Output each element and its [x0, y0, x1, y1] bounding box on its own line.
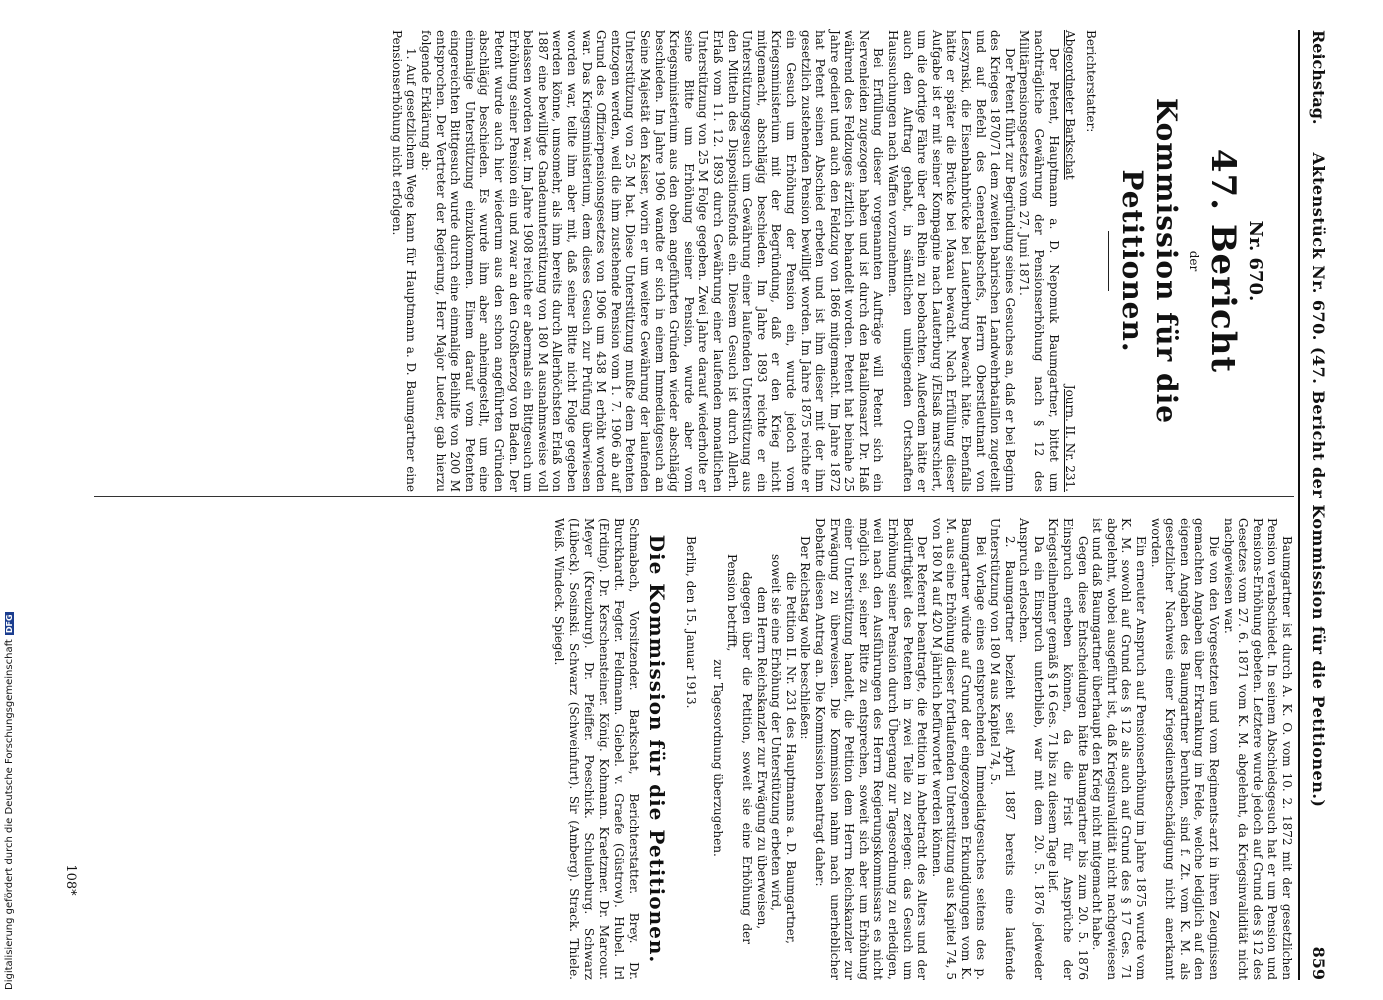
running-head-left: Reichstag. [1309, 30, 1328, 125]
paragraph: Der Referent beantragte, die Petition in Anbetracht des Alters und der Bedürftigkeit des Petenten in zwei Teile zu zerlegen: das Gesuch um Erhöhung seiner Pension durch Übergang zur Tagesordnung zu erledigen, weil nach den Ausführungen des Herrn Regierungskommissars es nicht möglich sei, seiner Bitte zu entsprechen, soweit sich aber um Erhöhung einer Unterstützung handelt, die Petition dem Herrn Reichskanzler zur Erwägung zu überweisen. Die Kommission nahm nach unerheblicher Debatte diesen Antrag an. Die Kommission beantragt daher: [813, 518, 930, 980]
header-rule [1298, 30, 1300, 980]
column-divider [94, 496, 1294, 497]
motion-intro: Der Reichstag wolle beschließen: [798, 536, 813, 740]
commission-signature-title: Die Kommission für die Petitionen. [644, 534, 669, 964]
motion-text-2: dem Herrn Reichskanzler zur Erwägung zu überweisen, [754, 586, 769, 930]
paragraph: Der Petent führt zur Begründung seines Gesuches an, daß er bei Beginn des Krieges 1870/71 dem zweiten bahrischen Landwehrbataillon zugeteilt und auf Befehl des Generalstabschefs, Herrn Oberstleutnant von Leszynski, die Eisenbahnbrücke bei Lauterburg bewacht hätte. Ebenfalls hätte er später die Brücke bei Maxau bewacht. Nach Erfüllung dieser Aufgabe ist er mit seiner Kompagnie nach Lauterburg i/Elsaß marschiert, um die dortige Fähre über den Rhein zu beobachten. Außerdem hätte er auch den Auftrag gehabt, in sämtlichen umliegenden Ortschaften Haussuchungen nach Waffen vorzunehmen. [886, 30, 1017, 492]
running-head-center: Aktenstück Nr. 670. (47. Bericht der Kommission für die Petitionen.) [1309, 152, 1328, 808]
paragraph: Ein erneuter Anspruch auf Pensionserhöhung im Jahre 1875 wurde vom K. M. sowohl auf Grund des § 12 als auch auf Grund des § 17 Ges. 71 abgelehnt, wobei ausgeführt ist, daß Kriegsinvalidität nicht nachgewiesen ist und daß Baumgartner überhaupt den Krieg nicht mitgemacht habe. [1090, 518, 1149, 980]
digitization-note [4, 590, 24, 990]
motion-text-1: die Petition II. Nr. 231 des Hauptmanns a. D. Baumgartner, soweit sie eine Erhöhung der Unterstützung erbeten wird, [769, 554, 798, 944]
report-subtitle: Kommission für die Petitionen. [1115, 97, 1183, 425]
paragraph: Gegen diese Entscheidungen hätte Baumgartner bis zum 20. 5. 1876 Einspruch erheben können, da die Frist für Ansprüche der Kriegsteilnehmer gemäß § 16 Ges. 71 bis zu diesem Tage lief. [1046, 518, 1090, 980]
paragraph: Baumgartner ist durch A. K. O. vom 10. 2. 1872 mit der gesetzlichen Pension verabschiedet. In seinem Abschiedsgesuch hat er um Pension und Pensions-Erhöhung gebeten. Letztere wurde jedoch auf Grund des § 12 des Gesetzes vom 27. 6. 1871 vom K. M. abgelehnt, da Kriegsinvalidität nicht nachgewiesen war. [1221, 518, 1294, 980]
reporter-row [1063, 30, 1078, 492]
paragraph: 2. Baumgartner bezieht seit April 1887 bereits eine laufende Unterstützung von 180 M aus Kapitel 74, 5. [988, 518, 1017, 980]
running-head [1304, 30, 1328, 980]
paragraph: Die von den Vorgesetzten und vom Regiments-arzt in ihren Zeugnissen gemachten Angaben über Erkrankung im Felde, welche lediglich auf den eigenen Angaben des Baumgartner beruhten, sind f. Zt. vom K. M. als gesetzlicher Nachweis einer Kriegsdienstbeschädigung nicht anerkannt worden. [1148, 518, 1222, 980]
left-column [94, 30, 1294, 492]
place-date: Berlin, den 15. Januar 1913. [684, 536, 699, 709]
page-number: 859 [1309, 946, 1328, 980]
paragraph: 1. Auf gesetzlichem Wege kann für Hauptmann a. D. Baumgartner eine Pensionserhöhung nicht erfolgen. [389, 30, 419, 492]
paragraph: Da ein Einspruch unterblieb, war mit dem 20. 5. 1876 jedweder Anspruch erloschen. [1017, 518, 1046, 980]
title-rule [1108, 231, 1109, 291]
reporter-label: Berichterstatter: [1083, 30, 1098, 133]
report-title: 47. Bericht [1203, 148, 1244, 374]
paragraph: Bei Vorlage eines entsprechenden Immediatgesuches seitens des p. Baumgartner würde auf Grund der eingezogenen Erkundigungen vom K. M. aus eine Erhöhung dieser fortlaufenden Unterstützung aus Kapitel 74, 5 von 180 M auf 420 M jährlich befürwortet werden können. [929, 518, 988, 980]
reporter-name: Abgeordneter Barkschat [1063, 30, 1078, 180]
document-number: Nr. 670. [1245, 220, 1266, 302]
motion-text-3: dagegen über die Petition, soweit sie eine Erhöhung der Pension betrifft, [725, 554, 755, 944]
report-der: der [1187, 250, 1202, 272]
dfg-logo: DFG [5, 614, 14, 634]
rotated-page-content [40, 0, 1340, 1000]
commission-members: Schmabach, Vorsitzender. Barkschat, Berichterstatter. Brey. Dr. Burckhardt. Fegter. Feldmann. Giebel. v. Graefe (Güstrow). Hubel. Irl (Erding). Dr. Kerschensteiner. König. Kohmann. Kraetzmer. Dr. Marcour. Meyer (Kreuzburg). Dr. Pfeiffer. Poeschick. Schulenburg. Schwarz (Lübeck). Sosinski. Schwarz (Schweinfurt). Sir (Amberg). Strack. Thiele. Weiß. Windeck. Spiegel. [552, 518, 642, 980]
paragraph: Bei Erfüllung dieser vorgenannten Aufträge will Petent sich ein Nervenleiden zugezogen haben und ist durch den Bataillonsarzt Dr. Haß während des Feldzuges ärztlich behandelt worden. Petent hat beinahe 25 Jahre gedient und auch den Feldzug von 1866 mitgemacht. Im Jahre 1872 hat Petent seinen Abschied erbeten und ist ihm dieser mit der ihm gesetzlich zustehenden Pension bewilligt worden. Im Jahre 1875 reichte er ein Gesuch um Erhöhung der Pension ein, wurde jedoch vom Kriegsministerium mit der Begründung, daß er den Krieg nicht mitgemacht, abschlägig beschieden. Im Jahre 1893 reichte er ein Unterstützungsgesuch um Gewährung einer laufenden Unterstützung aus den Mitteln des Dispositionsfonds ein. Diesem Gesuch ist durch Allerh. Erlaß vom 11. 12. 1893 durch Gewährung einer laufenden monatlichen Unterstützung von 25 M Folge gegeben. Zwei Jahre darauf wiederholte er seine Bitte um Erhöhung seiner Pension, wurde aber vom Kriegsministerium aus den oben angeführten Gründen wieder abschlägig beschieden. Im Jahre 1906 wandte er sich in einem Immediatgesuch an Seine Majestät den Kaiser, worin er um weitere Gewährung der laufenden Unterstützung von 25 M bat. Diese Unterstützung mußte dem Petenten entzogen werden, weil die ihm zustehende Pension vom 1. 7. 1906 ab auf Grund des Offizierpensionsgesetzes von 1906 um 438 M erhöht worden war. Das Kriegsministerium, dem dieses Gesuch zur Prüfung überwiesen worden war, teilte ihm aber mit, daß seiner Bitte nicht Folge gegeben werden könne, umsomehr, als ihm bereits durch Allerhöchsten Erlaß von 1887 eine bewilligte Gnadenunterstützung von 180 M ausnahmsweise voll belassen worden war. Im Jahre 1908 reichte er abermals ein Bittgesuch um Erhöhung seiner Pension ein und zwar an den Großherzog von Baden. Der Petent wurde auch hier wiederum aus den schon angeführten Gründen abschlägig beschieden. Es wurde ihm aber anheimgestellt, um eine einmalige Unterstützung einzukommen. Einem darauf vom Petenten eingereichten Bittgesuch wurde durch eine einmalige Beihilfe von 200 M entsprochen. Der Vertreter der Regierung, Herr Major Lueder, gab hierzu folgende Erklärung ab: [419, 30, 886, 492]
journal-number: Journ. II. Nr. 231. [1063, 384, 1078, 492]
digitization-note-text: Digitalisierung gefördert durch die Deutsche Forschungsgemeinschaft [4, 639, 15, 990]
motion-text-4: zur Tagesordnung überzugehen. [710, 659, 725, 857]
page-footer: 108* [63, 864, 78, 896]
right-column [94, 518, 1294, 980]
paragraph: Der Petent, Hauptmann a. D. Nepomuk Baumgartner, bittet um nachträgliche Gewährung der Pensionserhöhung nach § 12 des Militärpensionsgesetzes vom 27. Juni 1871. [1017, 30, 1061, 492]
